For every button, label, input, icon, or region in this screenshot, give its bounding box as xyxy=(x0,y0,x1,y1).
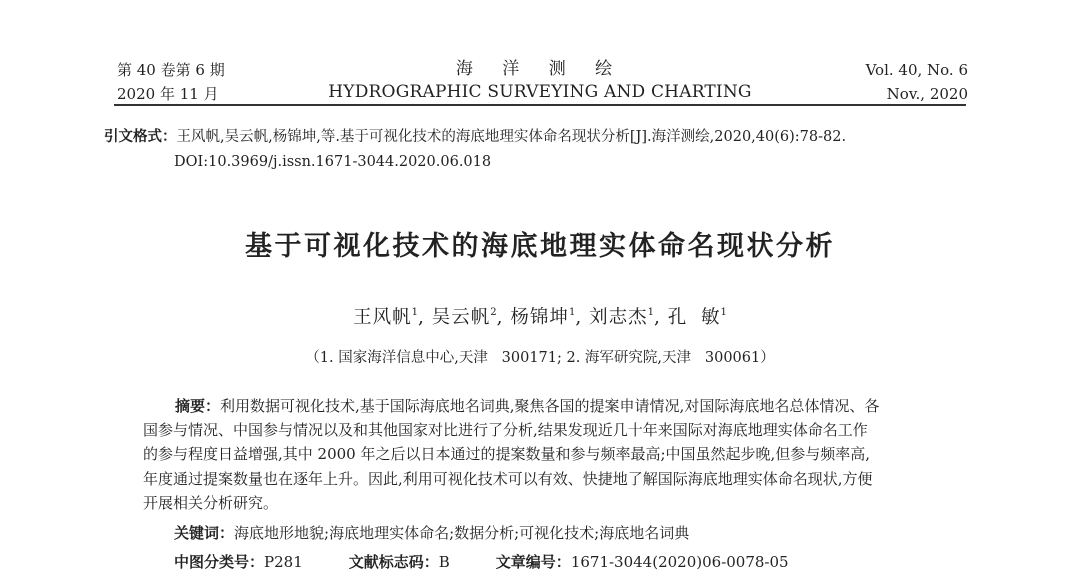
author-affil-marker: 1 xyxy=(720,307,727,318)
citation xyxy=(104,125,846,149)
clc-label: 中图分类号： xyxy=(174,553,265,571)
date-en: Nov., 2020 xyxy=(886,85,968,103)
abstract-label: 摘要： xyxy=(175,397,221,415)
volume-cn: 第 40 卷第 6 期 xyxy=(117,61,225,79)
article-number-value: 1671-3044(2020)06-0078-05 xyxy=(570,553,789,571)
author-name: 孔 敏 xyxy=(667,307,721,328)
citation-text: 王风帆,吴云帆,杨锦坤,等.基于可视化技术的海底地理实体命名现状分析[J].海洋测绘,2020,40(6):78-82. xyxy=(176,129,847,145)
date-cn: 2020 年 11 月 xyxy=(117,85,219,103)
article-number-label: 文章编号： xyxy=(495,553,571,571)
author-affil-marker: 2 xyxy=(490,307,497,318)
author-affil-marker: 1 xyxy=(411,307,418,318)
citation-label: 引文格式： xyxy=(104,129,177,145)
author-name: 杨锦坤 xyxy=(510,307,569,328)
classification-meta xyxy=(174,551,789,572)
volume-en: Vol. 40, No. 6 xyxy=(865,61,968,79)
keywords-label: 关键词： xyxy=(174,524,235,542)
abstract-line: 开展相关分析研究。 xyxy=(143,493,279,512)
keywords-text: 海底地形地貌;海底地理实体命名;数据分析;可视化技术;海底地名词典 xyxy=(234,524,690,542)
author-list: 王风帆$^1$, 吴云帆$^2$, 杨锦坤$^1$, 刘志杰$^1$, 孔 敏$^1$ xyxy=(353,307,727,328)
keywords xyxy=(174,522,689,543)
abstract-line: 摘要：利用数据可视化技术,基于国际海底地名词典,聚焦各国的提案申请情况,对国际海底地名总体情况、各 xyxy=(175,397,880,415)
abstract-line: 国参与情况、中国参与情况以及和其他国家对比进行了分析,结果发现近几十年来国际对海底地理实体命名工作 xyxy=(143,421,868,440)
clc-value: P281 xyxy=(264,553,303,571)
abstract-line: 年度通过提案数量也在逐年上升。因此,利用可视化技术可以有效、快捷地了解国际海底地理实体命名现状,方便 xyxy=(143,469,873,488)
doc-code-label: 文献标志码： xyxy=(348,553,439,571)
affiliations: （1. 国家海洋信息中心,天津 300171; 2. 海军研究院,天津 300061） xyxy=(305,350,775,366)
header-right xyxy=(866,58,968,106)
author-affil-marker: 1 xyxy=(647,307,654,318)
paper-title: 基于可视化技术的海底地理实体命名现状分析 xyxy=(245,231,835,262)
doi[interactable]: DOI:10.3969/j.issn.1671-3044.2020.06.018 xyxy=(174,154,492,170)
abstract xyxy=(143,394,943,515)
doc-code-value: B xyxy=(438,553,450,571)
author-affil-marker: 1 xyxy=(568,307,576,318)
journal-title-en: HYDROGRAPHIC SURVEYING AND CHARTING xyxy=(328,82,752,102)
author-name: 吴云帆 xyxy=(431,307,491,328)
journal-title-cn: 海 洋 测 绘 xyxy=(455,59,625,79)
abstract-line: 的参与程度日益增强,其中 2000 年之后以日本通过的提案数量和参与频率最高;中国虽然起步晚,但参与频率高, xyxy=(143,445,871,464)
header-rule xyxy=(114,104,966,106)
author-name: 王风帆 xyxy=(353,307,412,328)
author-name: 刘志杰 xyxy=(589,307,648,328)
